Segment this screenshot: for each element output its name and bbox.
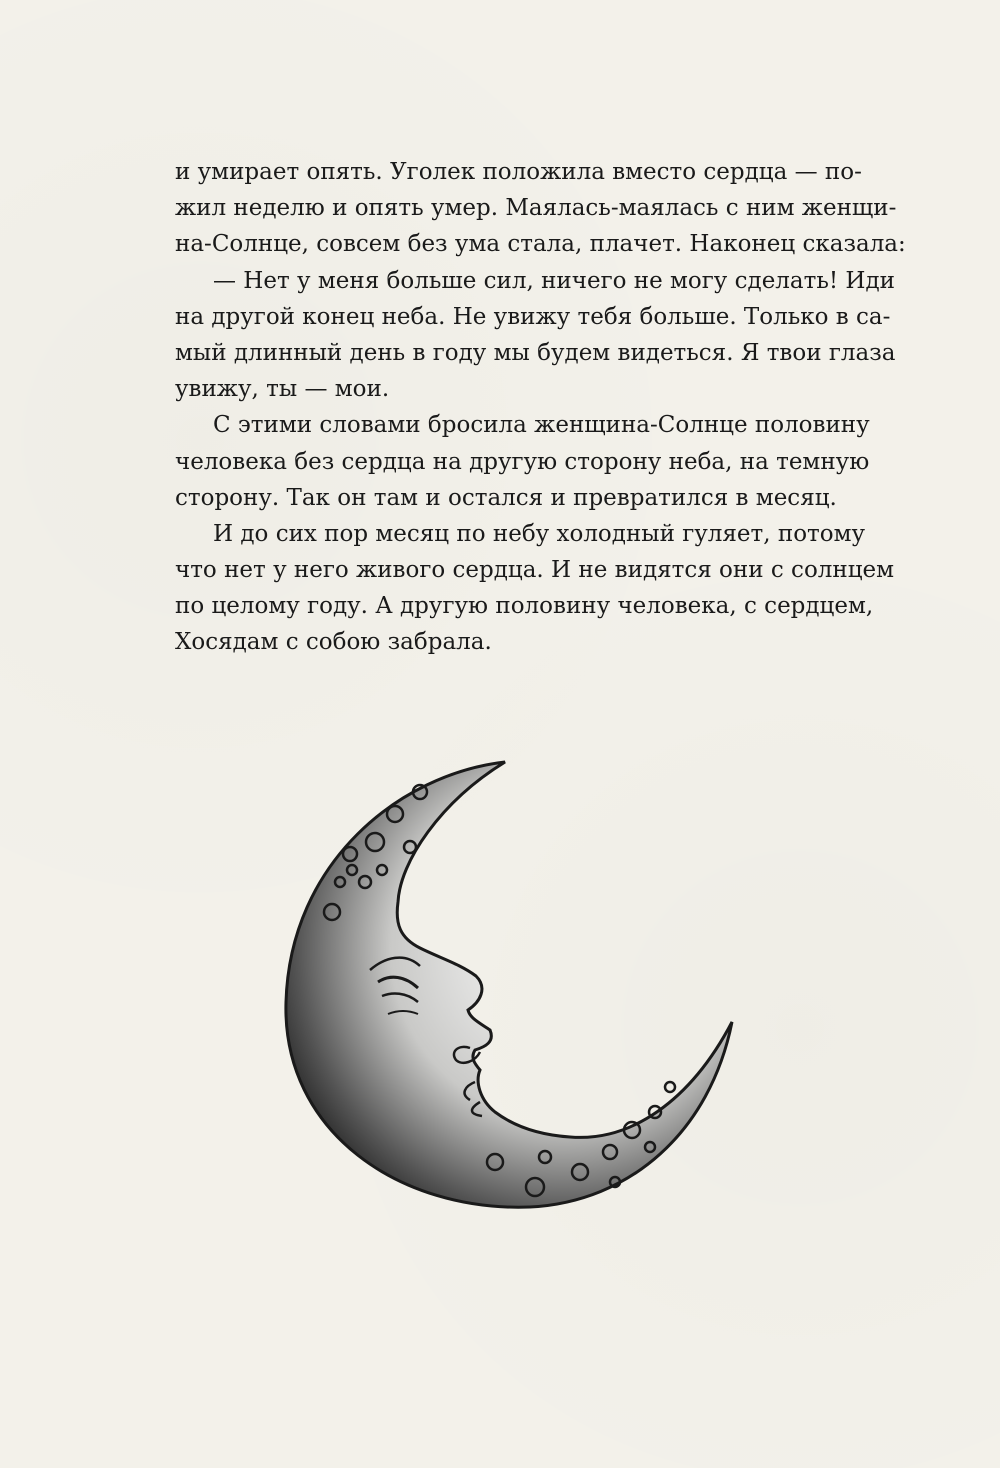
crescent-moon-face-icon xyxy=(270,752,750,1222)
text-line: человека без сердца на другую сторону неба, на темную xyxy=(175,448,870,475)
text-line: — Нет у меня больше сил, ничего не могу сделать! Иди xyxy=(213,267,895,294)
story-text xyxy=(175,154,906,661)
text-line: на-Солнце, совсем без ума стала, плачет. Наконец сказала: xyxy=(175,231,906,258)
text-line: С этими словами бросила женщина-Солнце половину xyxy=(213,412,870,439)
text-line: жил неделю и опять умер. Маялась-маялась с ним женщи- xyxy=(175,195,897,222)
text-line: по целому году. А другую половину человека, с сердцем, xyxy=(175,593,874,620)
text-line: Хосядам с собою забрала. xyxy=(175,629,492,656)
text-line: сторону. Так он там и остался и превратился в месяц. xyxy=(175,484,837,511)
text-line: мый длинный день в году мы будем видеться. Я твои глаза xyxy=(175,339,896,366)
text-line: И до сих пор месяц по небу холодный гуляет, потому xyxy=(213,520,866,547)
text-line: увижу, ты — мои. xyxy=(175,376,390,403)
text-line: на другой конец неба. Не увижу тебя больше. Только в са- xyxy=(175,303,891,330)
text-line: и умирает опять. Уголек положила вместо сердца — по- xyxy=(175,159,862,185)
text-line: что нет у него живого сердца. И не видятся они с солнцем xyxy=(175,557,895,584)
